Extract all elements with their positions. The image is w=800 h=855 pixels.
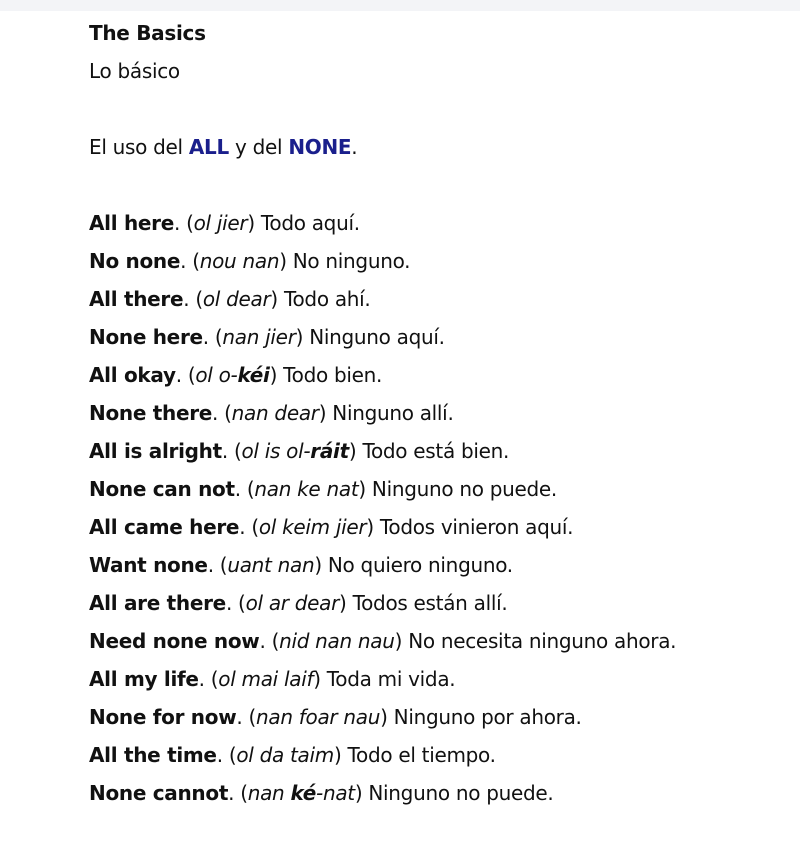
phrase-spanish: Ninguno aquí.	[309, 325, 445, 349]
phrase-english: All there	[89, 287, 184, 311]
phrase-english: All my life	[89, 667, 199, 691]
phrase-pronunciation: nan ke nat	[254, 477, 359, 501]
phrase-pronunciation: uant nan	[227, 553, 315, 577]
phrase-spanish: Ninguno allí.	[332, 401, 454, 425]
document-subtitle: Lo básico	[89, 59, 180, 83]
keyword-none: NONE	[288, 135, 352, 159]
phrase-english: No none	[89, 249, 181, 273]
intro-line	[89, 128, 789, 166]
phrase-spanish: Toda mi vida.	[326, 667, 456, 691]
phrase-spanish: Todos vinieron aquí.	[379, 515, 574, 539]
phrase-english: All the time	[89, 743, 217, 767]
phrase-pronunciation: nid nan nau	[279, 629, 395, 653]
phrase-pronunciation-pre: nan	[247, 781, 291, 805]
phrase-pronunciation-post: -nat	[316, 781, 355, 805]
top-strip	[0, 0, 800, 11]
phrase-pronunciation-stress: kéi	[237, 363, 270, 387]
phrase-line: All here. (ol jier) Todo aquí.	[89, 211, 360, 235]
phrase-english: None can not	[89, 477, 235, 501]
document-title: The Basics	[89, 21, 206, 45]
phrase-pronunciation-stress: ké	[290, 781, 317, 805]
phrase-line: All okay. (ol o-kéi) Todo bien.	[89, 363, 383, 387]
phrase-spanish: Todos están allí.	[352, 591, 508, 615]
phrase-line: None here. (nan jier) Ninguno aquí.	[89, 325, 445, 349]
phrase-list	[89, 204, 789, 812]
intro-middle: y del	[228, 135, 289, 159]
phrase-spanish: Todo aquí.	[260, 211, 360, 235]
phrase-pronunciation-pre: ol is ol-	[241, 439, 311, 463]
phrase-pronunciation: nou nan	[199, 249, 280, 273]
phrase-pronunciation: ol da taim	[236, 743, 334, 767]
phrase-line: None for now. (nan foar nau) Ninguno por ahora.	[89, 705, 582, 729]
phrase-spanish: Todo bien.	[283, 363, 383, 387]
phrase-english: Need none now	[89, 629, 260, 653]
phrase-line: None there. (nan dear) Ninguno allí.	[89, 401, 454, 425]
intro-suffix: .	[351, 135, 358, 159]
phrase-pronunciation: ol mai laif	[218, 667, 314, 691]
blank-line	[89, 166, 789, 204]
phrase-spanish: Todo ahí.	[283, 287, 371, 311]
phrase-spanish: Ninguno no puede.	[371, 477, 557, 501]
phrase-line: None cannot. (nan ké-nat) Ninguno no puede.	[89, 781, 554, 805]
phrase-line: Need none now. (nid nan nau) No necesita ninguno ahora.	[89, 629, 677, 653]
phrase-spanish: Todo está bien.	[362, 439, 510, 463]
document-body	[89, 14, 789, 812]
phrase-line: Want none. (uant nan) No quiero ninguno.	[89, 553, 513, 577]
phrase-line: All the time. (ol da taim) Todo el tiempo.	[89, 743, 496, 767]
phrase-pronunciation-stress: ráit	[310, 439, 349, 463]
phrase-line: All my life. (ol mai laif) Toda mi vida.	[89, 667, 456, 691]
phrase-english: All are there	[89, 591, 226, 615]
phrase-english: None here	[89, 325, 203, 349]
phrase-line: All came here. (ol keim jier) Todos vinieron aquí.	[89, 515, 574, 539]
phrase-english: All here	[89, 211, 174, 235]
phrase-pronunciation: ol jier	[193, 211, 248, 235]
phrase-english: None there	[89, 401, 213, 425]
phrase-pronunciation-pre: ol o-	[195, 363, 238, 387]
phrase-line: All are there. (ol ar dear) Todos están allí.	[89, 591, 508, 615]
phrase-pronunciation: nan dear	[231, 401, 319, 425]
phrase-english: None for now	[89, 705, 237, 729]
keyword-all: ALL	[188, 135, 229, 159]
phrase-spanish: No quiero ninguno.	[327, 553, 513, 577]
phrase-english: Want none	[89, 553, 208, 577]
blank-line	[89, 90, 789, 128]
phrase-pronunciation: nan jier	[222, 325, 296, 349]
phrase-line: No none. (nou nan) No ninguno.	[89, 249, 411, 273]
phrase-line: All there. (ol dear) Todo ahí.	[89, 287, 371, 311]
phrase-pronunciation: ol dear	[202, 287, 271, 311]
phrase-pronunciation: ol keim jier	[258, 515, 367, 539]
phrase-english: All came here	[89, 515, 240, 539]
phrase-english: All okay	[89, 363, 176, 387]
phrase-line: None can not. (nan ke nat) Ninguno no puede.	[89, 477, 557, 501]
intro-prefix: El uso del	[89, 135, 189, 159]
phrase-spanish: Ninguno no puede.	[368, 781, 554, 805]
phrase-pronunciation: nan foar nau	[256, 705, 381, 729]
phrase-spanish: No necesita ninguno ahora.	[408, 629, 677, 653]
phrase-english: All is alright	[89, 439, 222, 463]
phrase-spanish: Ninguno por ahora.	[393, 705, 582, 729]
phrase-pronunciation: ol ar dear	[245, 591, 340, 615]
phrase-english: None cannot	[89, 781, 229, 805]
phrase-line: All is alright. (ol is ol-ráit) Todo está bien.	[89, 439, 510, 463]
phrase-spanish: Todo el tiempo.	[347, 743, 496, 767]
phrase-spanish: No ninguno.	[292, 249, 411, 273]
